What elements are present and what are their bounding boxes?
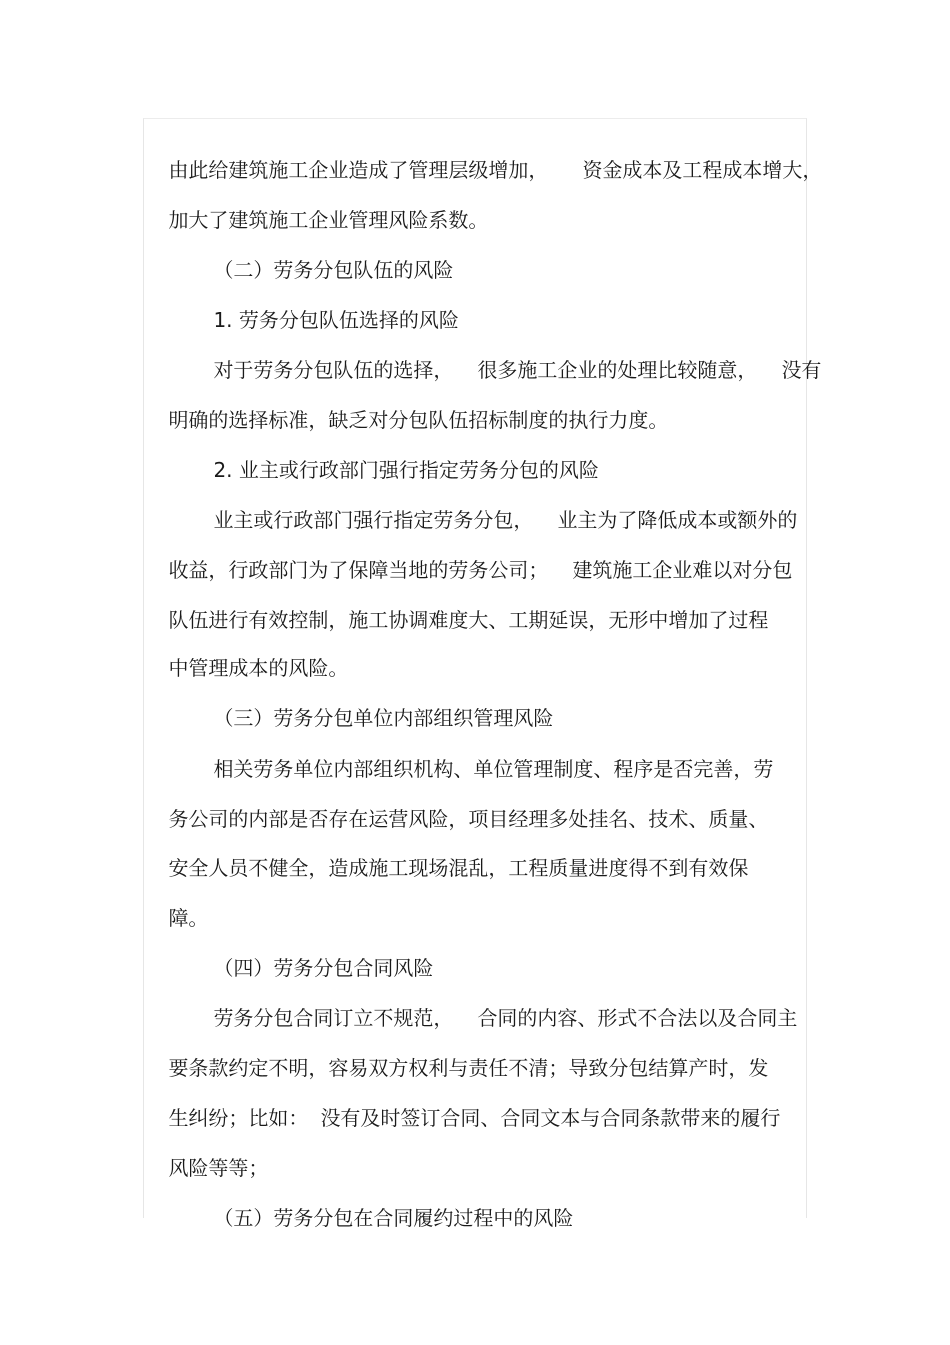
text-segment: （三）劳务分包单位内部组织管理风险 [213,706,554,730]
text-segment: 业主为了降低成本或额外的 [557,508,798,532]
text-segment: 队伍进行有效控制，施工协调难度大、工期延误，无形中增加了过程 [168,608,769,632]
text-segment: 明确的选择标准，缺乏对分包队伍招标制度的执行力度。 [168,408,669,432]
text-segment: （四）劳务分包合同风险 [213,956,434,980]
text-segment: 障。 [168,906,209,930]
text-segment: 合同的内容、形式不合法以及合同主 [477,1006,798,1030]
text-segment: 要条款约定不明，容易双方权利与责任不清；导致分包结算产时，发 [168,1056,769,1080]
text-segment: 由此给建筑施工企业造成了管理层级增加， [168,158,549,182]
text-segment: 业主或行政部门强行指定劳务分包， [213,508,534,532]
text-line [143,826,748,910]
section-heading [188,1176,573,1260]
text-segment: 很多施工企业的处理比较随意， [477,358,758,382]
text-segment: 收益，行政部门为了保障当地的劳务公司； [168,558,549,582]
text-segment: 中管理成本的风险。 [168,656,349,680]
text-segment: 风险等等； [168,1156,269,1180]
text-segment: （二）劳务分包队伍的风险 [213,258,454,282]
text-segment: 1. 劳务分包队伍选择的风险 [213,308,459,332]
text-segment: 没有及时签订合同、合同文本与合同条款带来的履行 [320,1106,781,1130]
text-segment: 加大了建筑施工企业管理风险系数。 [168,208,489,232]
text-segment: 2. 业主或行政部门强行指定劳务分包的风险 [213,458,599,482]
text-segment: 劳务分包合同订立不规范， [213,1006,454,1030]
text-segment: 对于劳务分包队伍的选择， [213,358,454,382]
text-segment: 相关劳务单位内部组织机构、单位管理制度、程序是否完善，劳 [213,757,774,781]
text-segment: 没有 [781,358,822,382]
text-segment: 建筑施工企业难以对分包 [572,558,793,582]
text-segment: 务公司的内部是否存在运营风险，项目经理多处挂名、技术、质量、 [168,807,769,831]
text-segment: 生纠纷；比如： [168,1106,309,1130]
text-segment: （五）劳务分包在合同履约过程中的风险 [213,1206,574,1230]
text-segment: 安全人员不健全，造成施工现场混乱，工程质量进度得不到有效保 [168,856,749,880]
text-segment: 资金成本及工程成本增大， [582,158,823,182]
